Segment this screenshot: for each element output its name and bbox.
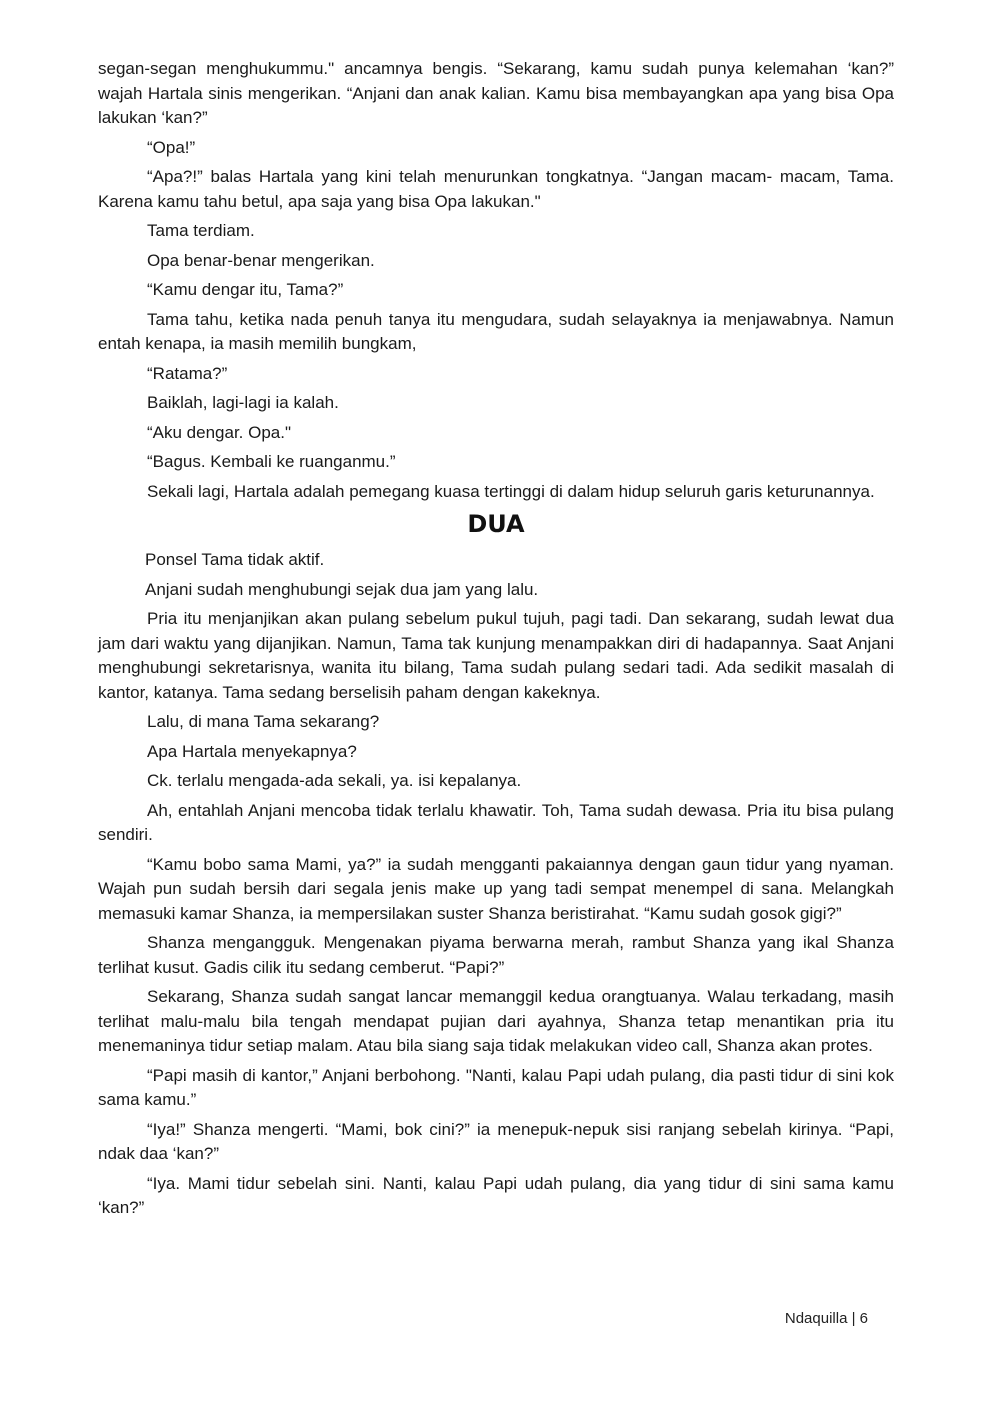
paragraph: Sekali lagi, Hartala adalah pemegang kuasa tertinggi di dalam hidup seluruh garis keturunannya. xyxy=(147,481,875,501)
paragraph: “Apa?!” balas Hartala yang kini telah menurunkan tongkatnya. “Jangan macam- macam, Tama. Karena kamu tahu betul, apa saja yang bisa Opa lakukan." xyxy=(98,167,894,211)
paragraph: “Opa!” xyxy=(147,137,196,157)
paragraph: Opa benar-benar mengerikan. xyxy=(147,250,375,270)
chapter-title: DUA xyxy=(467,510,525,538)
paragraph: Ah, entahlah Anjani mencoba tidak terlalu khawatir. Toh, Tama sudah dewasa. Pria itu bisa pulang sendiri. xyxy=(98,800,894,844)
paragraph: Lalu, di mana Tama sekarang? xyxy=(147,712,380,731)
paragraph: Ponsel Tama tidak aktif. xyxy=(145,550,325,569)
paragraph: “Bagus. Kembali ke ruanganmu.” xyxy=(147,452,396,471)
paragraph: Tama terdiam. xyxy=(147,221,255,240)
paragraph: Pria itu menjanjikan akan pulang sebelum pukul tujuh, pagi tadi. Dan sekarang, sudah lewat dua jam dari waktu yang dijanjikan. Namun, Tama tak kunjung menampakkan diri di hadapannya. Saat Anjani menghubungi sekretarisnya, wanita itu bilang, Tama sudah pulang sedari tadi. Ada sedikit masalah di kantor, katanya. Tama sedang berselisih paham dengan kakeknya. xyxy=(98,609,894,702)
paragraph: segan-segan menghukummu." ancamnya bengis. “Sekarang, kamu sudah punya kelemahan ‘kan?” wajah Hartala sinis mengerikan. “Anjani dan anak kalian. Kamu bisa membayangkan apa yang bisa Opa lakukan ‘kan?” xyxy=(98,59,894,127)
paragraph: Tama tahu, ketika nada penuh tanya itu mengudara, sudah selayaknya ia menjawabnya. Namun entah kenapa, ia masih memilih bungkam, xyxy=(98,309,894,353)
paragraph: “Aku dengar. Opa." xyxy=(147,422,292,442)
page-footer: Ndaquilla | 6 xyxy=(784,1310,868,1327)
paragraph: Sekarang, Shanza sudah sangat lancar memanggil kedua orangtuanya. Walau terkadang, masih terlihat malu-malu bila tengah mendapat pujian dari ayahnya, Shanza tetap menantikan pria itu menemaninya tidur setiap malam. Atau bila siang saja tidak melakukan video call, Shanza akan protes. xyxy=(98,987,894,1055)
paragraph: Apa Hartala menyekapnya? xyxy=(147,741,357,761)
paragraph: Anjani sudah menghubungi sejak dua jam yang lalu. xyxy=(145,579,539,599)
paragraph: Baiklah, lagi-lagi ia kalah. xyxy=(147,393,339,412)
paragraph: Ck. terlalu mengada-ada sekali, ya. isi kepalanya. xyxy=(147,771,522,790)
page-body xyxy=(98,57,894,1226)
paragraph: “Kamu dengar itu, Tama?” xyxy=(147,280,344,299)
paragraph: “Papi masih di kantor,” Anjani berbohong. "Nanti, kalau Papi udah pulang, dia pasti tidur di sini kok sama kamu.” xyxy=(98,1065,894,1109)
paragraph: “Iya!” Shanza mengerti. “Mami, bok cini?” ia menepuk-nepuk sisi ranjang sebelah kirinya. “Papi, ndak daa ‘kan?” xyxy=(98,1119,894,1163)
paragraph: “Ratama?” xyxy=(147,363,228,383)
paragraph: Shanza mengangguk. Mengenakan piyama berwarna merah, rambut Shanza yang ikal Shanza terlihat kusut. Gadis cilik itu sedang cemberut. “Papi?” xyxy=(98,933,894,977)
paragraph: “Iya. Mami tidur sebelah sini. Nanti, kalau Papi udah pulang, dia yang tidur di sini sama kamu ‘kan?” xyxy=(98,1173,894,1217)
paragraph: “Kamu bobo sama Mami, ya?” ia sudah mengganti pakaiannya dengan gaun tidur yang nyaman. Wajah pun sudah bersih dari segala jenis make up yang tadi sempat menempel di sana. Melangkah memasuki kamar Shanza, ia mempersilakan suster Shanza beristirahat. “Kamu sudah gosok gigi?” xyxy=(98,854,894,923)
